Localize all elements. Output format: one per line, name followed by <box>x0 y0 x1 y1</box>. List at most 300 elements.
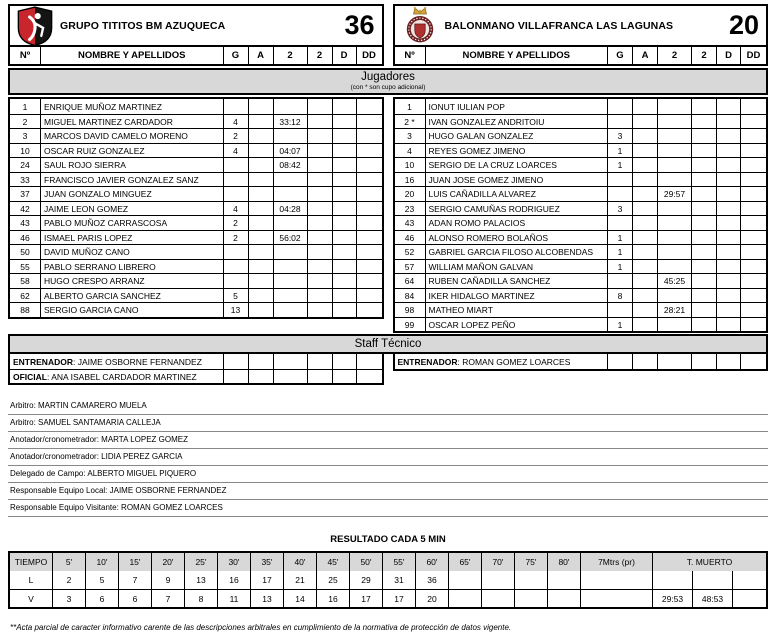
results-row-label: L <box>28 575 34 586</box>
player-stat <box>332 303 356 317</box>
player-row <box>10 244 382 259</box>
player-stat <box>716 99 740 114</box>
official-line: Arbitro: SAMUEL SANTAMARIA CALLEJA <box>8 415 768 432</box>
results-value <box>580 571 652 589</box>
player-name: OSCAR RUIZ GONZALEZ <box>40 144 223 158</box>
results-value: 7 <box>151 590 184 607</box>
player-stat <box>657 231 691 245</box>
player-row <box>395 99 767 114</box>
home-staff-table <box>8 354 384 385</box>
results-value <box>481 571 514 589</box>
results-header-cell: 75' <box>514 553 547 571</box>
player-stat <box>356 173 382 187</box>
player-name: ADAN ROMO PALACIOS <box>425 216 608 230</box>
player-stat <box>248 260 273 274</box>
player-stat <box>632 318 657 332</box>
player-stat: 4 <box>223 115 248 129</box>
player-stat <box>248 158 273 172</box>
results-header-cell: 55' <box>382 553 415 571</box>
player-number: 99 <box>404 319 415 330</box>
player-stat <box>356 260 382 274</box>
player-stat <box>248 216 273 230</box>
results-value <box>448 590 481 607</box>
player-number: 98 <box>404 305 415 316</box>
results-header-row <box>10 553 766 571</box>
player-stat <box>691 158 716 172</box>
player-stat: 1 <box>607 318 632 332</box>
home-team-name: GRUPO TITITOS BM AZUQUECA <box>60 19 226 32</box>
column-header-4: 2 <box>657 47 691 64</box>
player-stat: 1 <box>607 245 632 259</box>
player-stat <box>307 231 332 245</box>
away-staff-table <box>393 354 769 371</box>
column-header-7: DD <box>740 47 766 64</box>
results-timeout-value <box>732 590 766 607</box>
column-header-5: 2 <box>691 47 716 64</box>
player-stat <box>307 216 332 230</box>
staff-row <box>10 354 382 369</box>
player-stat: 2 <box>223 231 248 245</box>
player-stat <box>716 318 740 332</box>
official-line: Arbitro: MARTIN CAMARERO MUELA <box>8 398 768 415</box>
player-stat <box>657 202 691 216</box>
results-value <box>481 590 514 607</box>
player-stat <box>632 274 657 288</box>
player-name: SERGIO CAMUÑAS RODRIGUEZ <box>425 202 608 216</box>
home-team-score: 36 <box>344 10 375 40</box>
player-stat <box>716 173 740 187</box>
player-stat <box>307 303 332 317</box>
results-header-cell: 10' <box>85 553 118 571</box>
player-stat <box>248 303 273 317</box>
results-value: 36 <box>415 571 448 589</box>
officials-list <box>8 398 768 517</box>
results-value: 6 <box>118 590 151 607</box>
player-name: SERGIO GARCIA CANO <box>40 303 223 317</box>
player-stat <box>691 289 716 303</box>
results-value: 8 <box>184 590 217 607</box>
column-header-5: 2 <box>307 47 332 64</box>
player-stat <box>716 260 740 274</box>
player-stat <box>356 202 382 216</box>
player-stat <box>740 202 766 216</box>
player-stat <box>632 216 657 230</box>
away-team-name: BALONMANO VILLAFRANCA LAS LAGUNAS <box>444 19 674 32</box>
player-row <box>10 114 382 129</box>
results-value: 17 <box>382 590 415 607</box>
results-header-cell: 60' <box>415 553 448 571</box>
player-number: 1 <box>407 101 412 112</box>
player-stat <box>307 260 332 274</box>
player-row <box>395 302 767 317</box>
player-stat <box>248 173 273 187</box>
player-number: 4 <box>407 145 412 156</box>
player-number: 1 <box>22 101 28 112</box>
player-stat <box>307 158 332 172</box>
results-value <box>547 571 580 589</box>
column-header-7: DD <box>356 47 382 64</box>
player-stat <box>691 202 716 216</box>
player-stat <box>632 303 657 317</box>
player-stat <box>248 274 273 288</box>
staff-member: ENTRENADOR : ROMAN GOMEZ LOARCES <box>397 356 571 367</box>
player-stat: 1 <box>607 260 632 274</box>
player-stat <box>356 129 382 143</box>
results-table <box>8 551 768 609</box>
player-stat <box>716 245 740 259</box>
player-name: JAIME LEON GOMEZ <box>40 202 223 216</box>
official-line: Delegado de Campo: ALBERTO MIGUEL PIQUERO <box>8 466 768 483</box>
player-stat <box>356 274 382 288</box>
player-stat <box>740 144 766 158</box>
player-name: ISMAEL PARIS LOPEZ <box>40 231 223 245</box>
player-row <box>395 244 767 259</box>
player-stat <box>740 260 766 274</box>
player-stat <box>248 231 273 245</box>
player-stat <box>273 289 307 303</box>
player-stat <box>740 129 766 143</box>
player-stat <box>691 99 716 114</box>
player-stat <box>691 303 716 317</box>
player-stat <box>332 260 356 274</box>
player-number: 57 <box>404 261 415 272</box>
staff-stat <box>356 354 382 369</box>
results-value: 2 <box>52 571 85 589</box>
player-stat <box>632 231 657 245</box>
results-header-cell: 25' <box>184 553 217 571</box>
teams-header-row <box>8 4 768 47</box>
player-stat: 2 <box>223 129 248 143</box>
player-stat <box>716 144 740 158</box>
staff-stat <box>632 354 657 369</box>
staff-stat <box>332 370 356 384</box>
player-stat <box>691 144 716 158</box>
player-stat <box>356 231 382 245</box>
staff-section-band: Staff Técnico <box>8 334 768 354</box>
results-value: 13 <box>184 571 217 589</box>
player-number: 3 <box>407 131 412 142</box>
staff-stat <box>716 354 740 369</box>
player-number: 58 <box>20 276 30 287</box>
player-stat <box>632 260 657 274</box>
player-stat <box>657 99 691 114</box>
footnote: **Acta parcial de caracter informativo carente de las descripciones arbitrales en cumplimiento de la normativa de protección de datos vigente. <box>10 623 512 632</box>
player-row <box>10 157 382 172</box>
player-stat: 33:12 <box>273 115 307 129</box>
official-line: Responsable Equipo Local: JAIME OSBORNE FERNANDEZ <box>8 483 768 500</box>
results-header-cell: 50' <box>349 553 382 571</box>
player-row <box>395 186 767 201</box>
results-header-cell: 70' <box>481 553 514 571</box>
staff-member: ENTRENADOR : JAIME OSBORNE FERNANDEZ <box>13 356 202 367</box>
staff-stat <box>248 370 273 384</box>
results-header-cell: 15' <box>118 553 151 571</box>
player-stat <box>332 202 356 216</box>
player-number: 33 <box>20 174 30 185</box>
results-value: 14 <box>283 590 316 607</box>
results-value <box>448 571 481 589</box>
player-stat <box>740 187 766 201</box>
player-stat <box>657 245 691 259</box>
player-stat <box>332 274 356 288</box>
player-name: DAVID MUÑOZ CANO <box>40 245 223 259</box>
player-stat <box>307 129 332 143</box>
player-row <box>10 259 382 274</box>
player-stat <box>332 245 356 259</box>
column-header-3: A <box>248 47 273 64</box>
player-stat <box>691 245 716 259</box>
player-number: 2 * <box>404 116 415 127</box>
player-stat <box>740 173 766 187</box>
player-number: 10 <box>20 145 30 156</box>
staff-stat <box>248 354 273 369</box>
player-name: ENRIQUE MUÑOZ MARTINEZ <box>40 99 223 114</box>
player-stat <box>632 289 657 303</box>
player-name: LUIS CAÑADILLA ALVAREZ <box>425 187 608 201</box>
player-stat <box>273 99 307 114</box>
player-row <box>395 259 767 274</box>
staff-stat <box>332 354 356 369</box>
column-header-6: D <box>332 47 356 64</box>
player-stat <box>691 129 716 143</box>
player-stat <box>248 99 273 114</box>
player-stat <box>632 129 657 143</box>
player-stat <box>356 158 382 172</box>
staff-stat <box>740 354 766 369</box>
player-row <box>10 172 382 187</box>
results-value: 31 <box>382 571 415 589</box>
player-stat: 8 <box>607 289 632 303</box>
results-value: 5 <box>85 571 118 589</box>
player-stat <box>691 260 716 274</box>
results-value: 17 <box>250 571 283 589</box>
results-header-cell: 30' <box>217 553 250 571</box>
player-stat <box>607 303 632 317</box>
player-stat <box>356 216 382 230</box>
results-value: 25 <box>316 571 349 589</box>
staff-stat <box>223 370 248 384</box>
player-stat <box>273 129 307 143</box>
player-row <box>395 215 767 230</box>
staff-role: OFICIAL <box>13 371 47 382</box>
player-stat <box>716 129 740 143</box>
player-row <box>395 201 767 216</box>
player-stat: 29:57 <box>657 187 691 201</box>
player-stat <box>332 115 356 129</box>
player-name: RUBEN CAÑADILLA SANCHEZ <box>425 274 608 288</box>
results-header-cell: 65' <box>448 553 481 571</box>
results-row-label: V <box>28 593 34 604</box>
players-tables-row <box>8 97 768 333</box>
results-timeout-value: 29:53 <box>652 590 692 607</box>
player-stat <box>657 144 691 158</box>
column-header-1: NOMBRE Y APELLIDOS <box>425 47 608 64</box>
results-value: 20 <box>415 590 448 607</box>
player-stat <box>223 187 248 201</box>
column-header-4: 2 <box>273 47 307 64</box>
player-name: JUAN JOSE GOMEZ JIMENO <box>425 173 608 187</box>
player-stat <box>332 216 356 230</box>
staff-stat <box>273 354 307 369</box>
player-name: SERGIO DE LA CRUZ LOARCES <box>425 158 608 172</box>
player-stat <box>657 173 691 187</box>
player-stat: 3 <box>607 129 632 143</box>
player-stat <box>223 245 248 259</box>
player-name: FRANCISCO JAVIER GONZALEZ SANZ <box>40 173 223 187</box>
player-stat <box>657 158 691 172</box>
player-stat <box>332 173 356 187</box>
player-stat <box>716 115 740 129</box>
results-header-cell: T. MUERTO <box>652 553 766 571</box>
player-stat <box>356 303 382 317</box>
results-value: 13 <box>250 590 283 607</box>
player-number: 24 <box>20 160 30 171</box>
player-stat <box>740 245 766 259</box>
player-stat <box>716 158 740 172</box>
player-stat <box>223 158 248 172</box>
player-name: IKER HIDALGO MARTINEZ <box>425 289 608 303</box>
player-name: HUGO CRESPO ARRANZ <box>40 274 223 288</box>
staff-member: OFICIAL : ANA ISABEL CARDADOR MARTINEZ <box>13 371 197 382</box>
staff-role: ENTRENADOR <box>397 356 458 367</box>
players-section-subtitle: (con * son cupo adicional) <box>350 84 426 92</box>
results-header-cell: 40' <box>283 553 316 571</box>
player-stat <box>691 173 716 187</box>
player-stat <box>691 231 716 245</box>
player-row <box>10 201 382 216</box>
player-stat: 4 <box>223 202 248 216</box>
column-header-6: D <box>716 47 740 64</box>
player-name: PABLO MUÑOZ CARRASCOSA <box>40 216 223 230</box>
player-row <box>10 230 382 245</box>
player-stat <box>307 187 332 201</box>
player-stat: 13 <box>223 303 248 317</box>
player-stat <box>716 202 740 216</box>
player-stat <box>691 115 716 129</box>
player-stat <box>273 216 307 230</box>
player-number: 42 <box>20 203 30 214</box>
results-row <box>10 571 766 589</box>
player-stat <box>657 260 691 274</box>
staff-stat <box>356 370 382 384</box>
staff-stat <box>307 370 332 384</box>
player-name: PABLO SERRANO LIBRERO <box>40 260 223 274</box>
player-stat <box>273 260 307 274</box>
player-name: SAUL ROJO SIERRA <box>40 158 223 172</box>
player-row <box>10 128 382 143</box>
player-stat <box>716 289 740 303</box>
results-value <box>580 590 652 607</box>
player-stat <box>273 303 307 317</box>
player-stat <box>332 129 356 143</box>
column-headers-row <box>8 47 768 66</box>
player-name: MARCOS DAVID CAMELO MORENO <box>40 129 223 143</box>
home-team-logo-icon <box>10 6 60 46</box>
player-stat <box>740 115 766 129</box>
player-row <box>395 172 767 187</box>
player-stat <box>607 216 632 230</box>
player-stat: 5 <box>223 289 248 303</box>
player-stat: 56:02 <box>273 231 307 245</box>
staff-rows-row <box>8 354 768 385</box>
player-stat <box>307 289 332 303</box>
staff-stat <box>307 354 332 369</box>
official-line: Anotador/cronometrador: MARTA LOPEZ GOMEZ <box>8 432 768 449</box>
results-value: 6 <box>85 590 118 607</box>
player-stat: 08:42 <box>273 158 307 172</box>
player-stat: 1 <box>607 144 632 158</box>
results-value <box>514 571 547 589</box>
home-players-table <box>8 97 384 319</box>
staff-row <box>10 369 382 384</box>
column-header-0: Nº <box>404 50 415 61</box>
player-row <box>395 230 767 245</box>
player-stat <box>740 216 766 230</box>
player-stat <box>657 129 691 143</box>
player-stat <box>740 318 766 332</box>
player-stat <box>632 187 657 201</box>
player-stat <box>691 318 716 332</box>
player-stat: 3 <box>607 202 632 216</box>
player-stat <box>223 99 248 114</box>
player-stat <box>740 158 766 172</box>
player-stat <box>248 129 273 143</box>
results-timeout-value: 48:53 <box>692 590 732 607</box>
away-column-headers <box>393 47 769 66</box>
player-row <box>10 273 382 288</box>
results-value <box>514 590 547 607</box>
results-value: 16 <box>316 590 349 607</box>
away-team-logo-icon <box>395 5 445 47</box>
player-row <box>10 99 382 114</box>
player-stat <box>740 289 766 303</box>
player-stat <box>356 115 382 129</box>
player-number: 23 <box>404 203 415 214</box>
player-row <box>395 114 767 129</box>
staff-stat <box>273 370 307 384</box>
player-stat <box>740 303 766 317</box>
player-stat: 4 <box>223 144 248 158</box>
player-name: WILLIAM MAÑON GALVAN <box>425 260 608 274</box>
player-row <box>395 143 767 158</box>
player-stat <box>740 231 766 245</box>
column-header-0: Nº <box>19 50 31 61</box>
player-stat <box>607 187 632 201</box>
player-stat <box>632 144 657 158</box>
player-stat: 2 <box>223 216 248 230</box>
player-number: 64 <box>404 276 415 287</box>
player-stat <box>356 187 382 201</box>
player-name: IVAN GONZALEZ ANDRITOIU <box>425 115 608 129</box>
player-stat <box>691 187 716 201</box>
player-number: 55 <box>20 261 30 272</box>
results-header-cell: 7Mtrs (pr) <box>580 553 652 571</box>
staff-stat <box>223 354 248 369</box>
player-row <box>395 288 767 303</box>
player-row <box>10 143 382 158</box>
player-stat <box>657 289 691 303</box>
player-stat <box>691 216 716 230</box>
player-number: 46 <box>20 232 30 243</box>
official-line: Anotador/cronometrador: LIDIA PEREZ GARCIA <box>8 449 768 466</box>
results-value <box>547 590 580 607</box>
player-stat <box>307 115 332 129</box>
column-header-2: G <box>223 47 248 64</box>
results-value: 3 <box>52 590 85 607</box>
results-value: 17 <box>349 590 382 607</box>
player-stat <box>307 202 332 216</box>
player-name: REYES GOMEZ JIMENO <box>425 144 608 158</box>
